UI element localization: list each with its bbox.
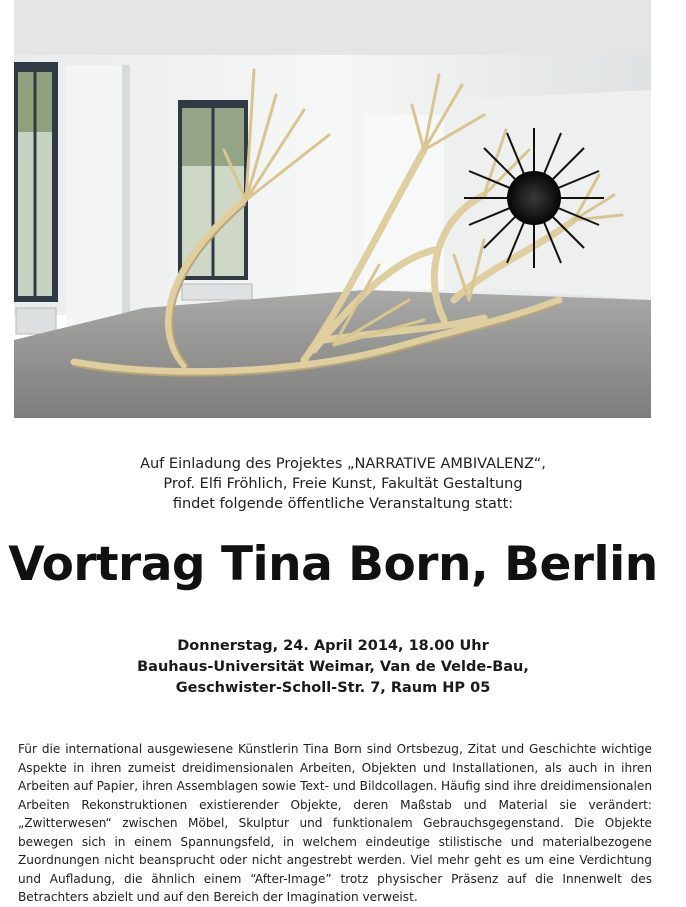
installation-photo — [14, 0, 651, 418]
artist-description: Für die international ausgewiesene Künstlerin Tina Born sind Ortsbezug, Zitat und Geschichte wichtige Aspekte in ihren zumeist dreidimensionalen Arbeiten, Objekten und Installationen, als auch in ihren Arbeiten auf Papier, ihren Assemblagen sowie Text- und Bildcollagen. Häufig sind ihre dreidimensionalen Arbeiten Rekonstruktionen existierender Objekte, deren Maßstab und Material sie verändert: „Zwitterwesen“ zwischen Möbel, Skulptur und funktionalem Gebrauchsgegenstand. Die Objekte bewegen sich in einem Spannungsfeld, in welchem eindeutige stilistische und materialbezogene Zuordnungen nicht beansprucht oder nicht angestrebt werden. Viel mehr geht es um eine Verdichtung und Aufladung, die ähnlich einem “After-Image” trotz physischer Präsenz auf die Innenwelt des Betrachters abzielt und auf den Bereich der Imagination verweist. — [18, 742, 652, 904]
event-details — [0, 636, 666, 699]
event-address: Geschwister-Scholl-Str. 7, Raum HP 05 — [175, 680, 491, 696]
page-title: Vortrag Tina Born, Berlin — [8, 537, 658, 592]
event-date: Donnerstag, 24. April 2014, 18.00 Uhr — [177, 638, 489, 654]
intro-line-2: Prof. Elfi Fröhlich, Freie Kunst, Fakultät Gestaltung — [163, 476, 523, 492]
intro-line-1: Auf Einladung des Projektes „NARRATIVE AMBIVALENZ“, — [140, 456, 546, 472]
invitation-intro — [0, 454, 686, 514]
event-venue: Bauhaus-Universität Weimar, Van de Velde-Bau, — [137, 659, 529, 675]
intro-line-3: findet folgende öffentliche Veranstaltung statt: — [172, 496, 514, 512]
